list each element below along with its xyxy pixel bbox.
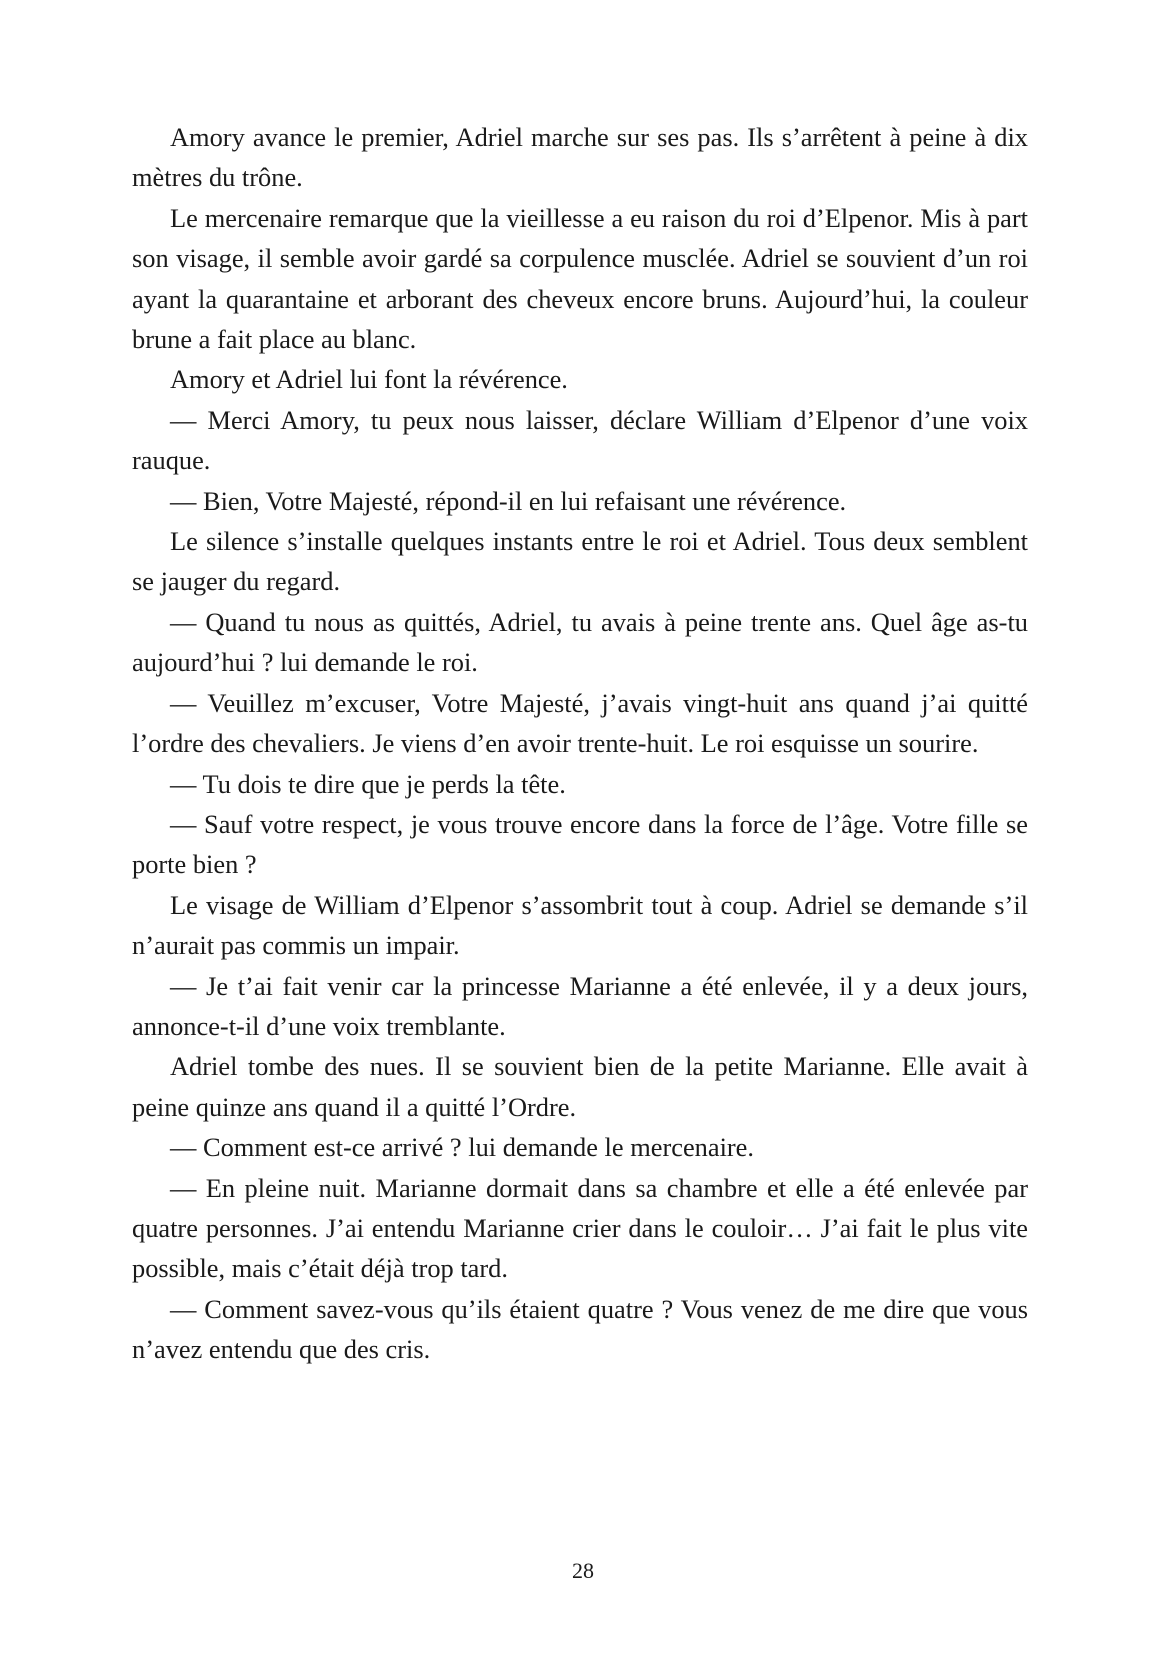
paragraph: Amory avance le premier, Adriel marche sur ses pas. Ils s’arrêtent à peine à dix mètres du trône.	[132, 122, 1028, 193]
paragraph: Adriel tombe des nues. Il se souvient bien de la petite Marianne. Elle avait à peine quinze ans quand il a quitté l’Ordre.	[132, 1051, 1028, 1122]
dialogue-paragraph: — Je t’ai fait venir car la princesse Marianne a été enlevée, il y a deux jours, annonce-t-il d’une voix tremblante.	[132, 970, 1028, 1041]
dialogue-paragraph: — Comment est-ce arrivé ? lui demande le mercenaire.	[170, 1132, 754, 1163]
paragraph: Amory et Adriel lui font la révérence.	[170, 364, 568, 395]
page-body	[132, 117, 1028, 1370]
dialogue-paragraph: — Tu dois te dire que je perds la tête.	[170, 768, 566, 799]
dialogue-paragraph: — Veuillez m’excuser, Votre Majesté, j’avais vingt-huit ans quand j’ai quitté l’ordre des chevaliers. Je viens d’en avoir trente-huit. Le roi esquisse un sourire.	[132, 687, 1028, 759]
dialogue-paragraph: — En pleine nuit. Marianne dormait dans sa chambre et elle a été enlevée par quatre personnes. J’ai entendu Marianne crier dans le couloir… J’ai fait le plus vite possible, mais c’était déjà trop tard.	[132, 1172, 1028, 1284]
page-number: 28	[572, 1558, 594, 1583]
dialogue-paragraph: — Merci Amory, tu peux nous laisser, déclare William d’Elpenor d’une voix rauque.	[132, 404, 1028, 476]
paragraph: Le silence s’installe quelques instants entre le roi et Adriel. Tous deux semblent se jauger du regard.	[132, 526, 1028, 597]
dialogue-paragraph: — Quand tu nous as quittés, Adriel, tu avais à peine trente ans. Quel âge as-tu aujourd’hui ? lui demande le roi.	[132, 606, 1028, 678]
dialogue-paragraph: — Comment savez-vous qu’ils étaient quatre ? Vous venez de me dire que vous n’avez entendu que des cris.	[132, 1293, 1028, 1365]
dialogue-paragraph: — Bien, Votre Majesté, répond-il en lui refaisant une révérence.	[170, 485, 847, 516]
paragraph: Le mercenaire remarque que la vieillesse a eu raison du roi d’Elpenor. Mis à part son visage, il semble avoir gardé sa corpulence musclée. Adriel se souvient d’un roi ayant la quarantaine et arborant des cheveux encore bruns. Aujourd’hui, la couleur brune a fait place au blanc.	[132, 202, 1028, 355]
paragraph: Le visage de William d’Elpenor s’assombrit tout à coup. Adriel se demande s’il n’aurait pas commis un impair.	[132, 889, 1028, 961]
dialogue-paragraph: — Sauf votre respect, je vous trouve encore dans la force de l’âge. Votre fille se porte bien ?	[132, 808, 1028, 880]
